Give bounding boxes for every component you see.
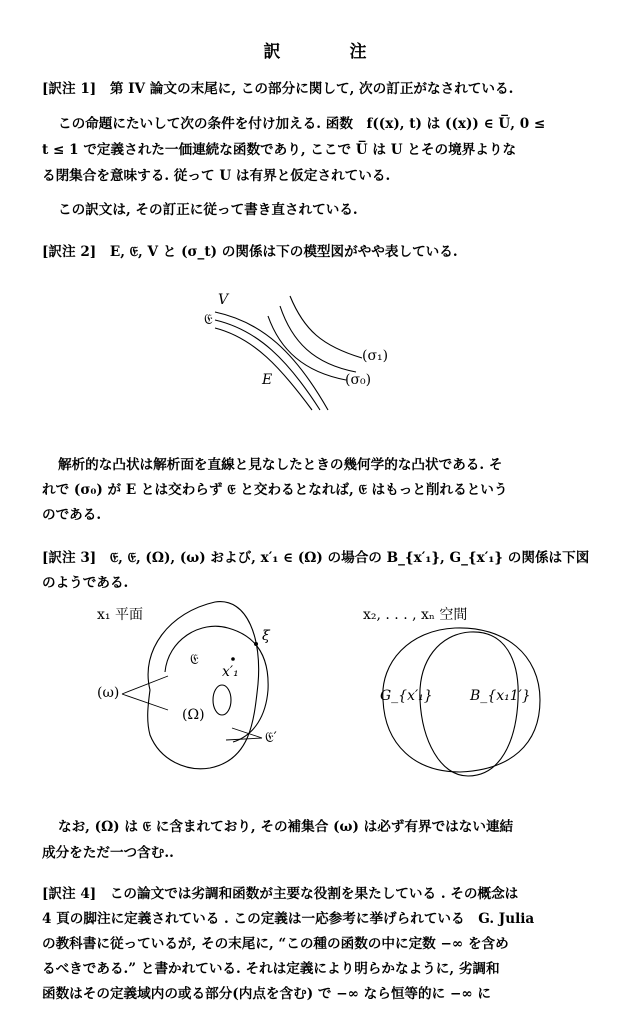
fig3-label-Cprime: 𝔈′	[265, 730, 277, 746]
fig3-label-B: B_{x₁1′}	[470, 688, 531, 704]
fig3-left-caption: x₁ 平面	[97, 607, 143, 623]
note-3-heading: [訳注 3] 𝔈, 𝔈, (Ω), (ω) および, x′₁ ∈ (Ω) の場合の B_{x′₁}, G_{x′₁} の関係は下図	[42, 550, 590, 566]
note-4-line-5: 函数はその定義域内の或る部分(内点を含む) で −∞ なら恒等的に −∞ に	[42, 986, 491, 1002]
note-1-line-3: る閉集合を意味する. 従って U は有界と仮定されている.	[42, 168, 391, 184]
note-2-line-2: 解析的な凸状は解析面を直線と見なしたときの幾何学的な凸状である. そ	[58, 457, 503, 473]
fig2-label-sigma0: (σ₀)	[345, 372, 372, 388]
note-2-line-3: れで (σ₀) が E とは交わらず 𝔈 と交わるとなれば, 𝔈 はもっと削れるという	[42, 482, 508, 498]
note-1-line-2: t ≤ 1 で定義された一価連続な函数であり, ここで U̅ は U とその境界よりな	[42, 142, 517, 158]
fig2-label-V: V	[218, 292, 229, 308]
note-2-heading: [訳注 2] E, 𝔈, V と (σ_t) の関係は下の模型図がやや表している.	[42, 244, 458, 260]
page-title: 訳 注	[263, 42, 393, 62]
fig3-label-x1prime: x′₁	[222, 664, 239, 680]
note-4-line-1: [訳注 4] この論文では劣調和函数が主要な役割を果たしている . その概念は	[42, 886, 519, 902]
fig3-label-omega: (ω)	[97, 685, 120, 701]
fig2-label-C: 𝔈	[204, 312, 213, 328]
note-3-line-3: なお, (Ω) は 𝔈 に含まれており, その補集合 (ω) は必ず有界ではない連結	[58, 819, 514, 835]
fig3-right-caption: x₂, . . . , xₙ 空間	[363, 607, 468, 623]
note-1-heading: [訳注 1] 第 IV 論文の末尾に, この部分に関して, 次の訂正がなされている.	[42, 81, 514, 97]
note-4-line-3: の教科書に従っているが, その末尾に, “この種の函数の中に定数 −∞ を含め	[42, 936, 509, 952]
note-4-line-4: るべきである.” と書かれている. それは定義により明らかなように, 劣調和	[42, 961, 500, 977]
fig3-label-Omega: (Ω)	[182, 707, 205, 723]
fig3-label-xi: ξ	[262, 628, 270, 644]
note-1-line-1: この命題にたいして次の条件を付け加える. 函数 f((x), t) は ((x)) ∈ U̅, 0 ≤	[58, 116, 546, 132]
note-1-line-4: この訳文は, その訂正に従って書き直されている.	[58, 202, 358, 218]
note-3-line-2: のようである.	[42, 575, 129, 591]
note-2-line-4: のである.	[42, 507, 102, 523]
fig3-label-C: 𝔈	[190, 652, 199, 668]
fig3-label-G: G_{x′₁}	[380, 688, 433, 704]
fig2-label-E: E	[262, 372, 273, 388]
note-3-line-4: 成分をただ一つ含む..	[42, 845, 174, 861]
note-4-line-2: 4 頁の脚注に定義されている . この定義は一応参考に挙げられている G. Julia	[42, 911, 535, 927]
fig2-label-sigma1: (σ₁)	[362, 348, 389, 364]
